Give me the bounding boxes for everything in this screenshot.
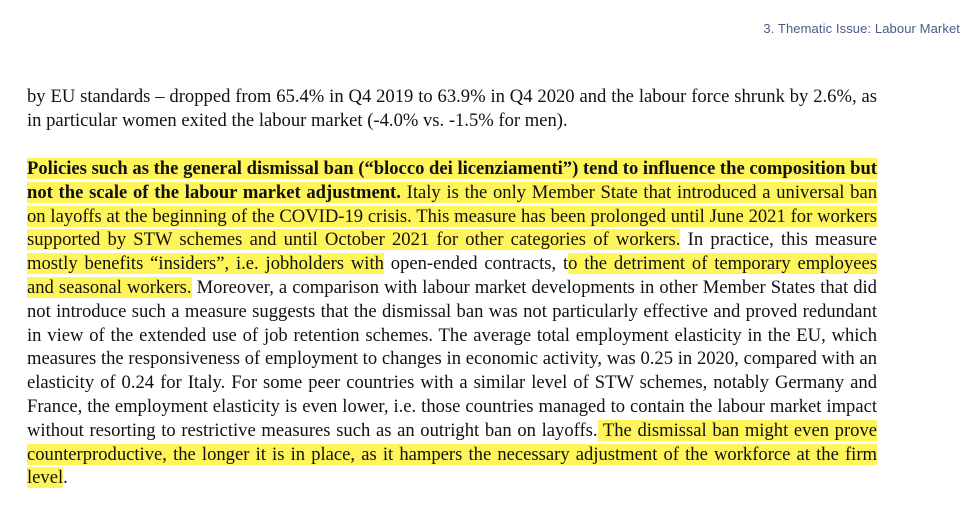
plain-text-1: In practice, this measure (680, 229, 878, 251)
paragraph-dismissal-ban (27, 157, 877, 490)
highlighted-sentence-1: Italy is the only Member State that introduced a universal ban on layoffs at the beginning of the COVID-19 crisis. This measure has been prolonged until June 2021 for workers supported by STW schemes and until October 2021 for other categories of workers. (27, 181, 877, 251)
highlighted-phrase-3: o the detriment of temporary employees and seasonal workers. (27, 253, 878, 298)
highlighted-phrase-2: mostly benefits “insiders”, i.e. jobholders with (27, 253, 384, 275)
paragraph-continuation (27, 85, 877, 133)
paragraph-1-text: by EU standards – dropped from 65.4% in Q4 2019 to 63.9% in Q4 2020 and the labour force shrunk by 2.6%, as in particular women exited the labour market (-4.0% vs. -1.5% for men). (27, 86, 877, 131)
section-header: 3. Thematic Issue: Labour Market (763, 21, 960, 36)
plain-text-3: Moreover, a comparison with labour market developments in other Member States that did not introduce such a measure suggests that the dismissal ban was not particularly effective and proved redundant in view of the extended use of job retention schemes. The average total employment elasticity in the EU, which measures the responsiveness of employment to changes in economic activity, was 0.25 in 2020, compared with an elasticity of 0.24 for Italy. For some peer countries with a similar level of STW schemes, notably Germany and France, the employment elasticity is even lower, i.e. those countries managed to contain the labour market impact without resorting to restrictive measures such as an outright ban on layoffs. (27, 276, 877, 441)
bold-lead-sentence: Policies such as the general dismissal ban (“blocco dei licenziamenti”) tend to influence the composition but not the scale of the labour market adjustment. (27, 158, 877, 203)
final-period: . (63, 467, 68, 489)
highlighted-final-sentence: The dismissal ban might even prove counterproductive, the longer it is in place, as it hampers the necessary adjustment of the workforce at the firm level (27, 419, 877, 489)
plain-text-2: open-ended contracts, t (383, 253, 569, 275)
